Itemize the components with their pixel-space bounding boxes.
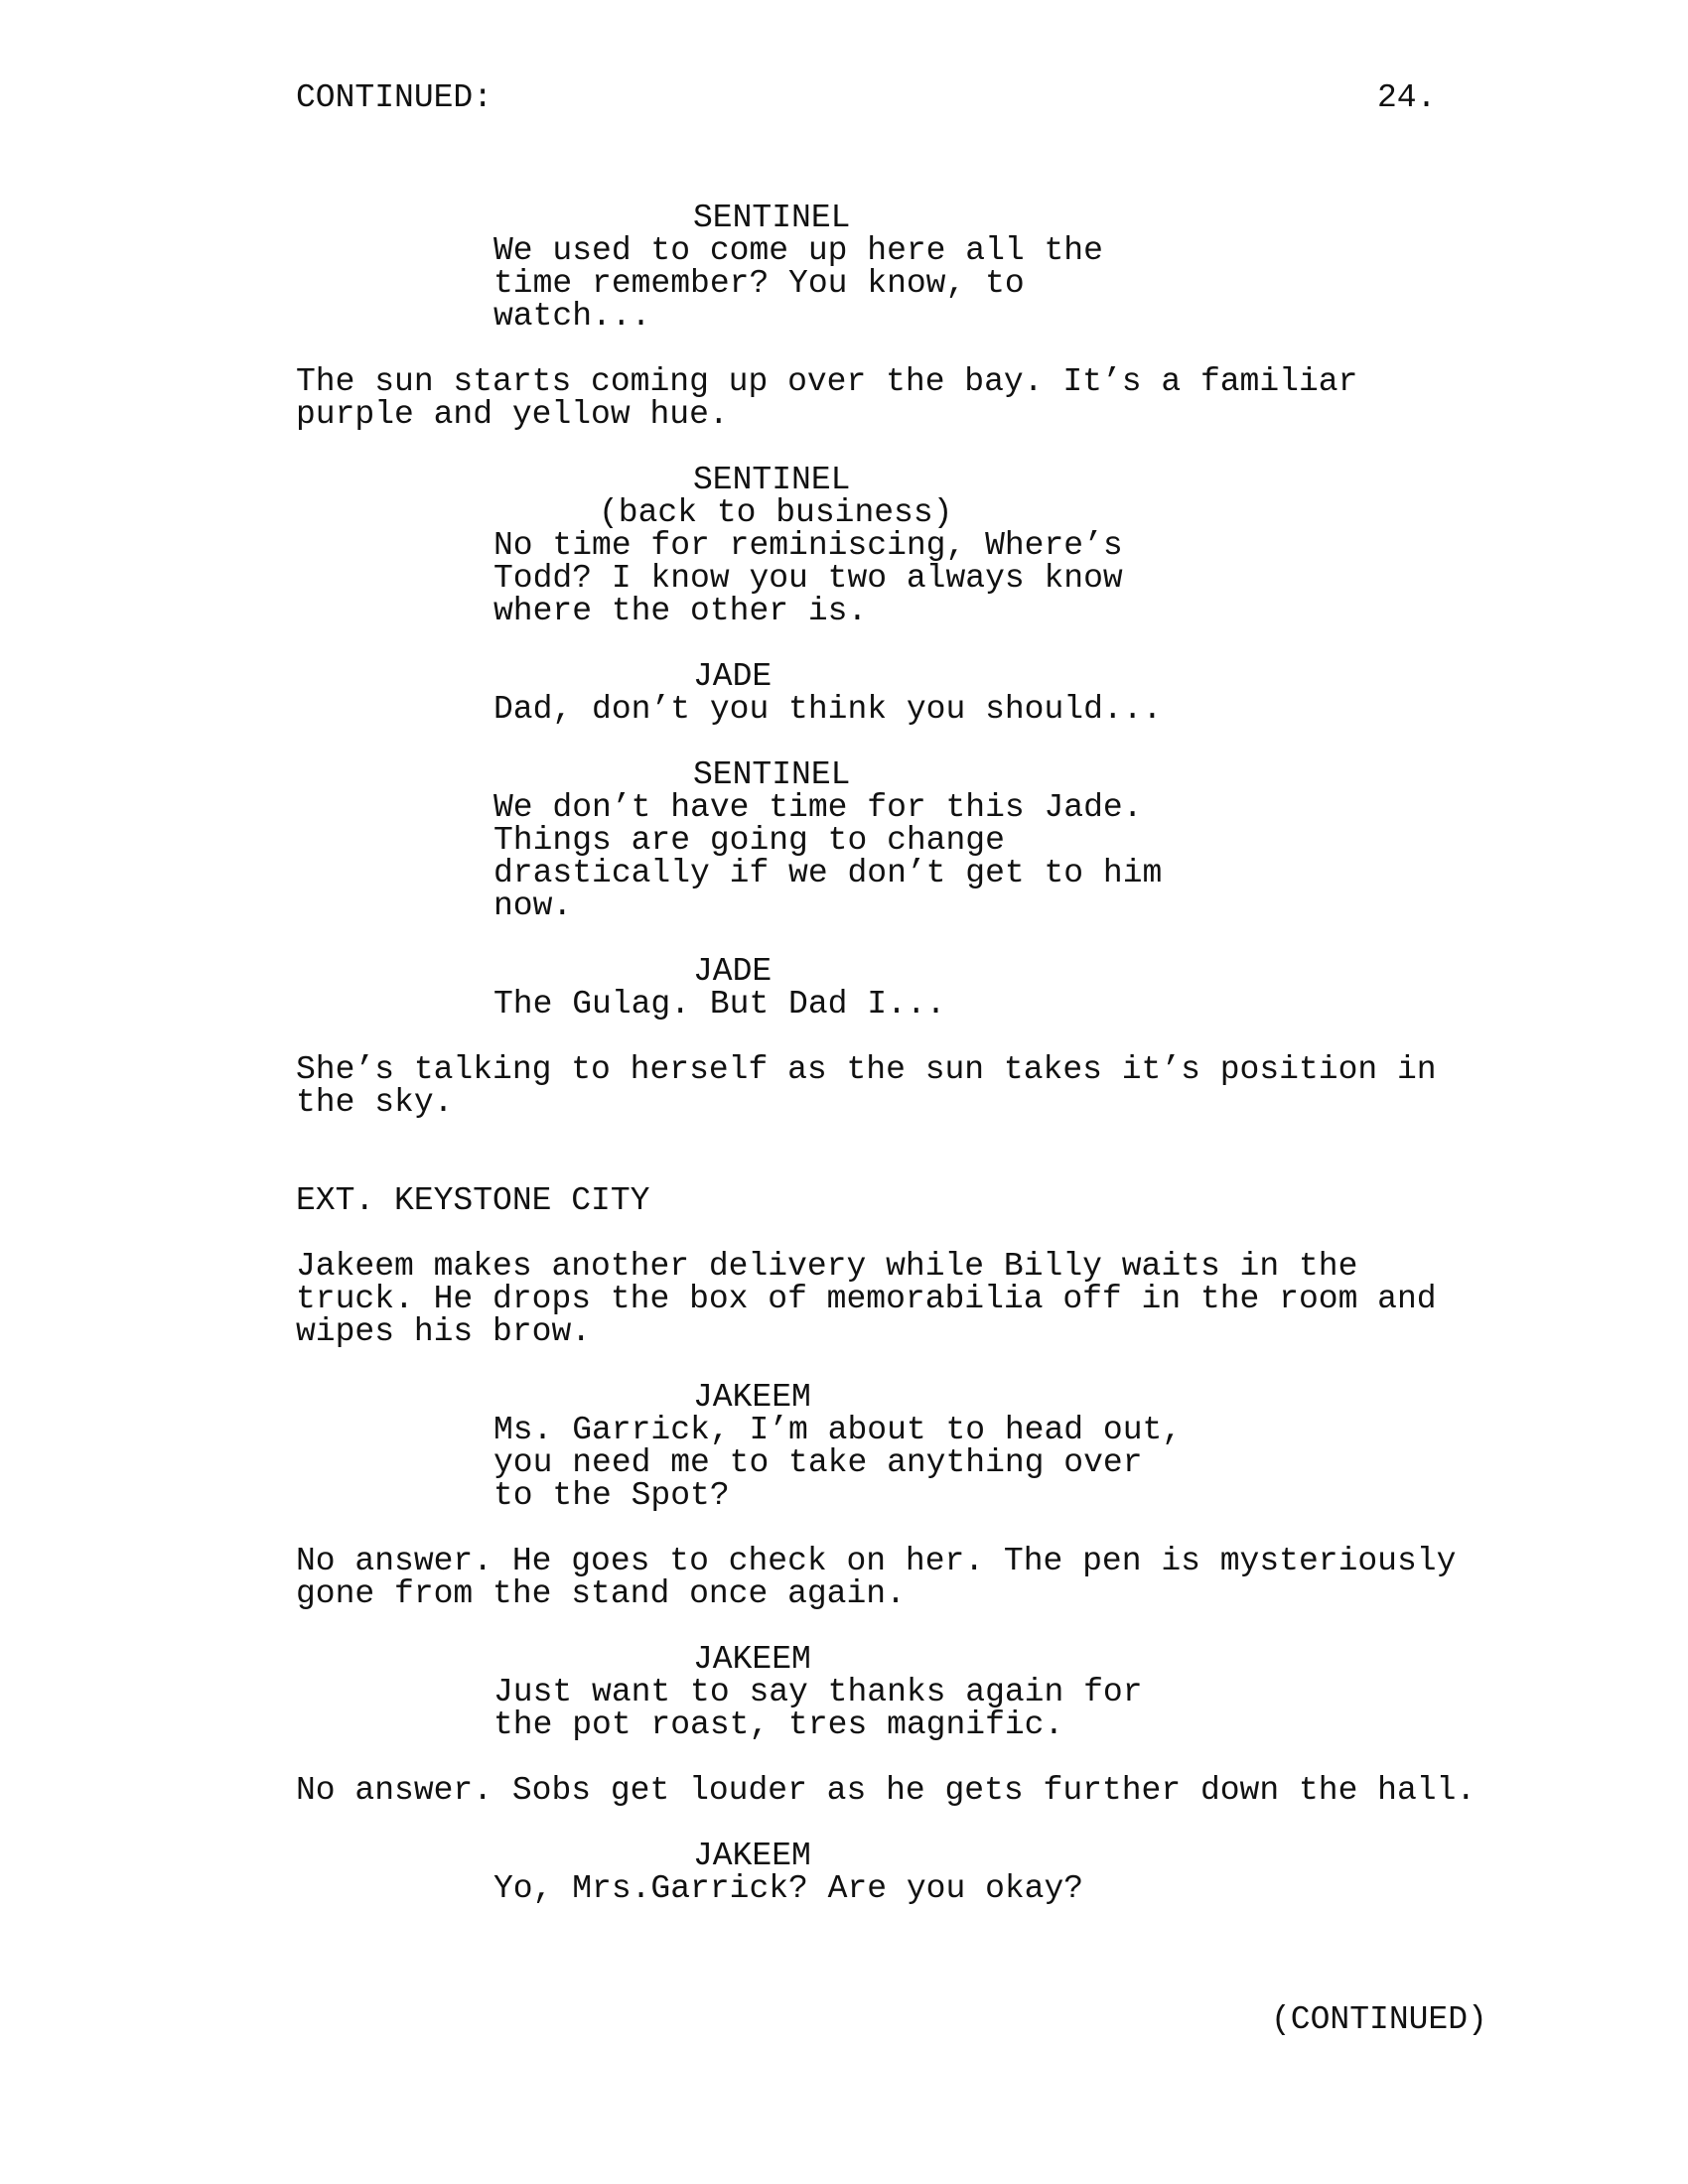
action-line: wipes his brow. <box>296 1313 592 1350</box>
dialogue-line: drastically if we don’t get to him <box>493 855 1163 891</box>
dialogue-line: the pot roast, tres magnific. <box>493 1706 1064 1743</box>
dialogue-line: to the Spot? <box>493 1477 730 1514</box>
action-line: Jakeem makes another delivery while Billy waits in the <box>296 1248 1358 1285</box>
character-name: SENTINEL <box>693 200 851 236</box>
dialogue-line: watch... <box>493 298 651 335</box>
dialogue-line: now. <box>493 887 573 924</box>
dialogue-line: We don’t have time for this Jade. <box>493 789 1143 826</box>
continued-footer: (CONTINUED) <box>1271 2001 1487 2038</box>
action-line: No answer. Sobs get louder as he gets further down the hall. <box>296 1772 1477 1809</box>
dialogue-line: time remember? You know, to <box>493 265 1025 302</box>
character-name: JADE <box>693 953 773 990</box>
dialogue-line: you need me to take anything over <box>493 1444 1143 1481</box>
dialogue-line: We used to come up here all the <box>493 232 1103 269</box>
character-name: JAKEEM <box>693 1641 811 1678</box>
action-line: She’s talking to herself as the sun takes it’s position in <box>296 1051 1437 1088</box>
character-name: SENTINEL <box>693 756 851 793</box>
parenthetical: (back to business) <box>599 494 953 531</box>
action-line: purple and yellow hue. <box>296 396 729 433</box>
page-number: 24. <box>1377 79 1437 116</box>
action-line: truck. He drops the box of memorabilia off in the room and <box>296 1281 1437 1317</box>
dialogue-line: Yo, Mrs.Garrick? Are you okay? <box>493 1870 1084 1907</box>
scene-heading: EXT. KEYSTONE CITY <box>296 1182 650 1219</box>
dialogue-line: No time for reminiscing, Where’s <box>493 527 1123 564</box>
dialogue-line: Ms. Garrick, I’m about to head out, <box>493 1412 1183 1448</box>
dialogue-line: Just want to say thanks again for <box>493 1674 1143 1710</box>
character-name: SENTINEL <box>693 462 851 498</box>
action-line: gone from the stand once again. <box>296 1575 906 1612</box>
dialogue-line: Dad, don’t you think you should... <box>493 691 1163 728</box>
dialogue-line: Things are going to change <box>493 822 1005 859</box>
continued-header: CONTINUED: <box>296 79 493 116</box>
dialogue-line: where the other is. <box>493 593 868 629</box>
dialogue-line: Todd? I know you two always know <box>493 560 1123 597</box>
character-name: JAKEEM <box>693 1838 811 1874</box>
character-name: JAKEEM <box>693 1379 811 1416</box>
action-line: The sun starts coming up over the bay. It’s a familiar <box>296 363 1358 400</box>
action-line: No answer. He goes to check on her. The pen is mysteriously <box>296 1543 1457 1579</box>
character-name: JADE <box>693 658 773 695</box>
action-line: the sky. <box>296 1084 454 1121</box>
dialogue-line: The Gulag. But Dad I... <box>493 986 946 1023</box>
